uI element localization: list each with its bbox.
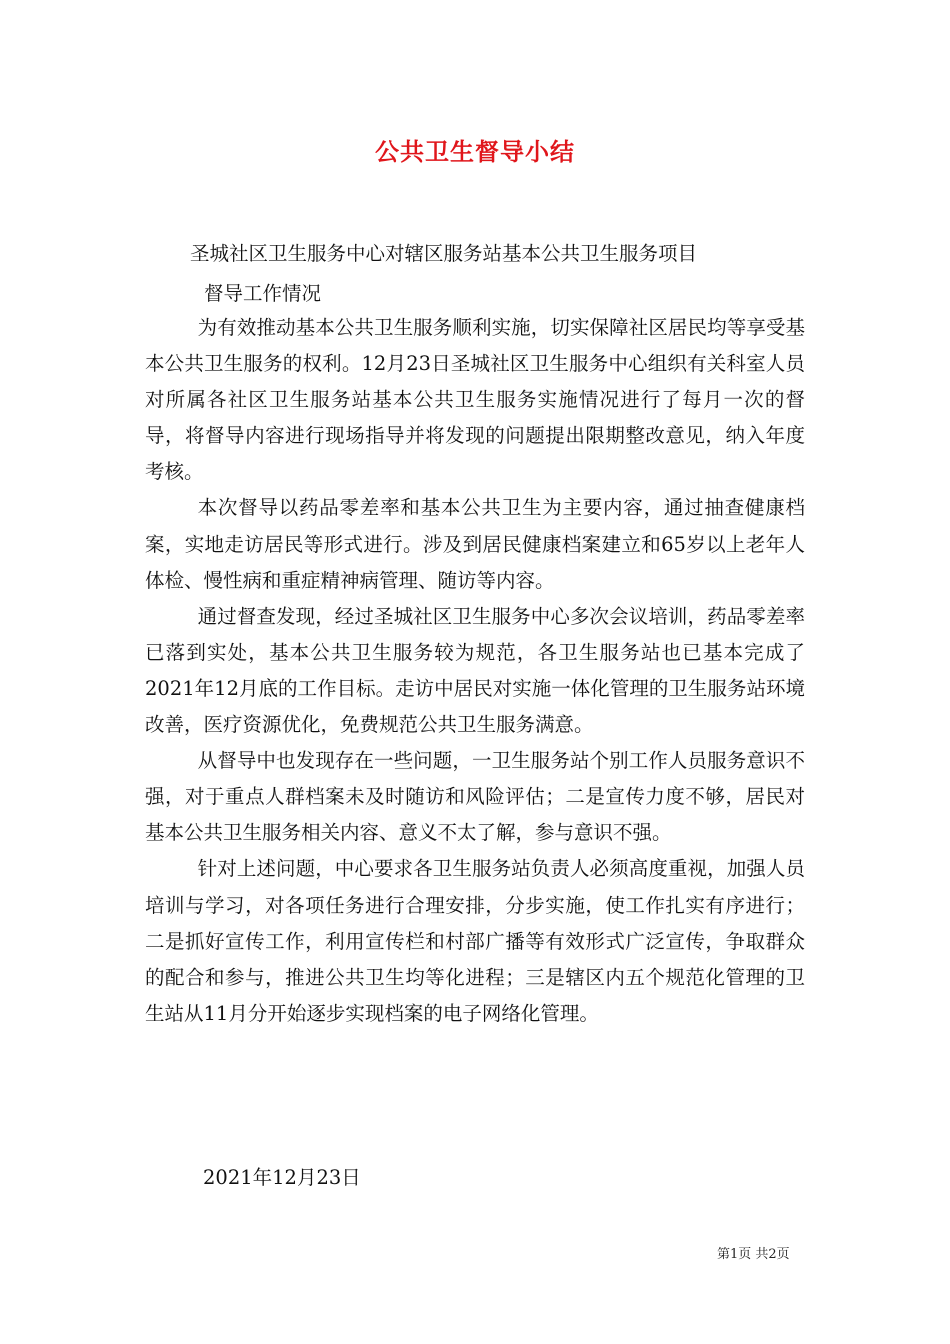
paragraph: 为有效推动基本公共卫生服务顺利实施，切实保障社区居民均等享受基本公共卫生服务的权利。12月23日圣城社区卫生服务中心组织有关科室人员对所属各社区卫生服务站基本公共卫生服务实施情况进行了每月一次的督导，将督导内容进行现场指导并将发现的问题提出限期整改意见，纳入年度考核。 (145, 316, 805, 484)
document-subtitle-continued: 督导工作情况 (204, 282, 322, 305)
paragraph: 本次督导以药品零差率和基本公共卫生为主要内容，通过抽查健康档案，实地走访居民等形式进行。涉及到居民健康档案建立和65岁以上老年人体检、慢性病和重症精神病管理、随访等内容。 (145, 496, 805, 592)
document-body (145, 310, 805, 1032)
document-title: 公共卫生督导小结 (375, 138, 575, 166)
paragraph: 从督导中也发现存在一些问题，一卫生服务站个别工作人员服务意识不强，对于重点人群档案未及时随访和风险评估；二是宣传力度不够，居民对基本公共卫生服务相关内容、意义不太了解，参与意识不强。 (145, 749, 805, 845)
paragraph: 针对上述问题，中心要求各卫生服务站负责人必须高度重视，加强人员培训与学习，对各项任务进行合理安排，分步实施，使工作扎实有序进行；二是抓好宣传工作，利用宣传栏和村部广播等有效形式广泛宣传，争取群众的配合和参与，推进公共卫生均等化进程；三是辖区内五个规范化管理的卫生站从11月分开始逐步实现档案的电子网络化管理。 (145, 857, 805, 1025)
page-number-footer: 第1页 共2页 (717, 1247, 790, 1262)
document-subtitle: 圣城社区卫生服务中心对辖区服务站基本公共卫生服务项目 (190, 242, 698, 265)
document-date: 2021年12月23日 (203, 1166, 361, 1189)
paragraph: 通过督查发现，经过圣城社区卫生服务中心多次会议培训，药品零差率已落到实处，基本公共卫生服务较为规范，各卫生服务站也已基本完成了2021年12月底的工作目标。走访中居民对实施一体化管理的卫生服务站环境改善，医疗资源优化，免费规范公共卫生服务满意。 (145, 604, 805, 737)
